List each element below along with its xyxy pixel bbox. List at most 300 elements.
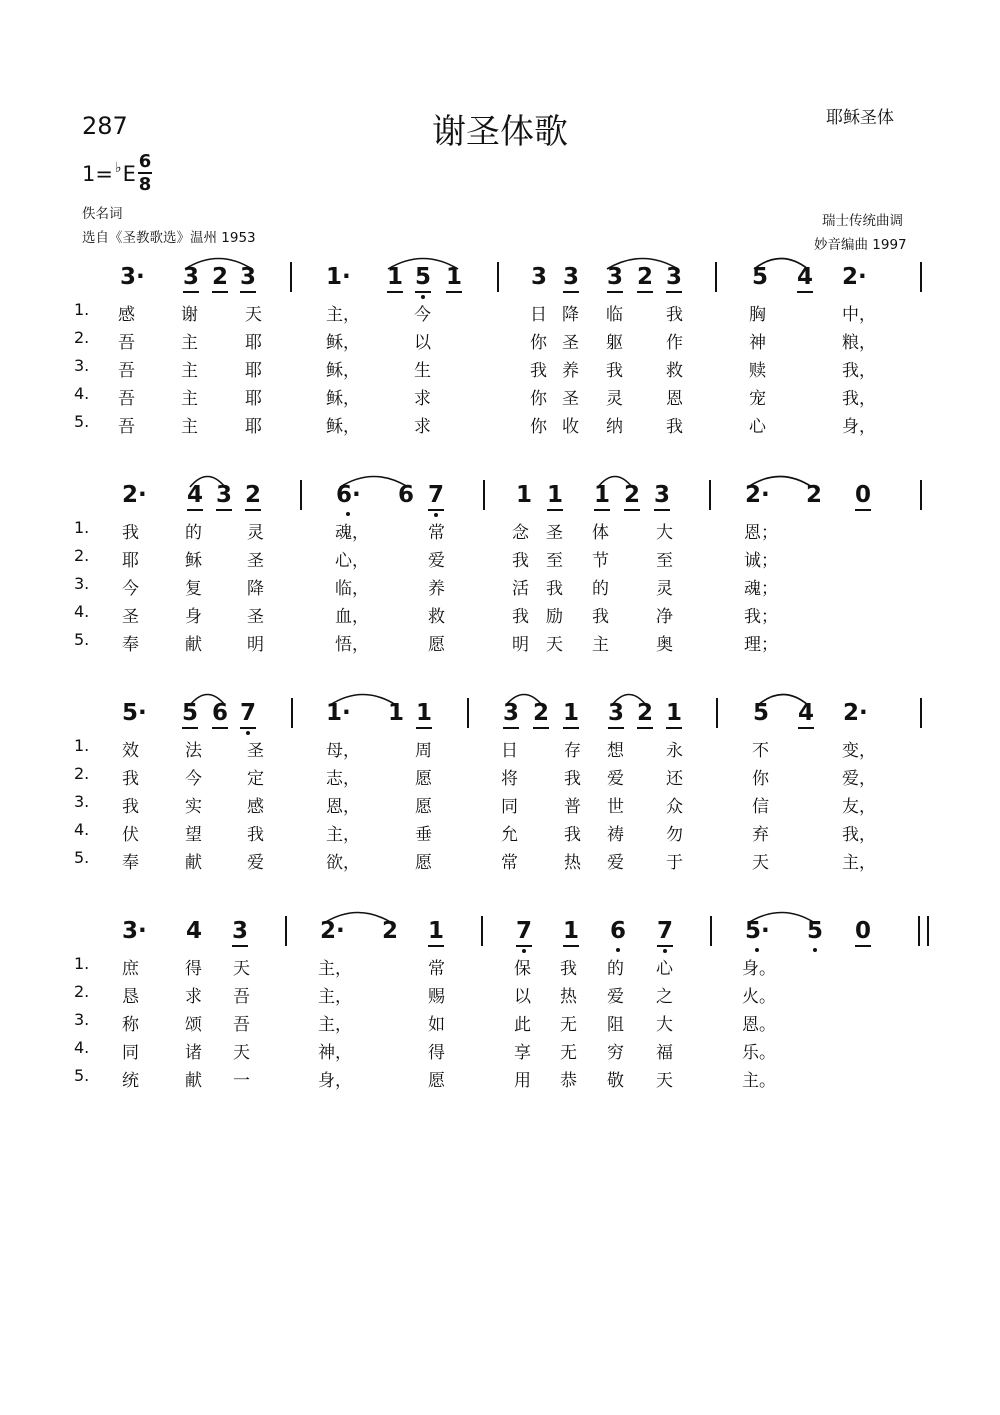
note: 3 bbox=[563, 264, 579, 293]
lyrics-verse-line bbox=[0, 630, 1000, 658]
lyric-syllable: 吾 bbox=[233, 1015, 250, 1035]
lyric-syllable: 养 bbox=[562, 361, 579, 381]
lyrics-verse-line bbox=[0, 356, 1000, 384]
lyric-syllable: 天 bbox=[233, 1043, 250, 1063]
verse-number: 4. bbox=[74, 602, 90, 621]
lyric-syllable: 的 bbox=[592, 579, 609, 599]
lyric-syllable: 天 bbox=[546, 635, 563, 655]
verse-number: 4. bbox=[74, 1038, 90, 1057]
note: 3 bbox=[608, 700, 624, 729]
verse-number: 5. bbox=[74, 630, 90, 649]
lyrics-verse-line bbox=[0, 574, 1000, 602]
lyric-syllable: 神， bbox=[318, 1043, 352, 1063]
verse-number: 3. bbox=[74, 356, 90, 375]
note: 5 bbox=[415, 264, 431, 293]
source-credit: 选自《圣教歌选》温州 1953 bbox=[82, 230, 256, 246]
note: 2· bbox=[745, 482, 770, 508]
lyric-syllable: 乐。 bbox=[742, 1043, 776, 1063]
lyric-syllable: 天 bbox=[752, 853, 769, 873]
lyric-syllable: 稣， bbox=[326, 389, 360, 409]
lyric-syllable: 我 bbox=[546, 579, 563, 599]
note: 1 bbox=[446, 264, 462, 293]
note: 1· bbox=[326, 264, 351, 290]
lyrics-verse-line bbox=[0, 412, 1000, 440]
lyric-syllable: 耶 bbox=[245, 361, 262, 381]
lyric-syllable: 理； bbox=[744, 635, 778, 655]
lyric-syllable: 节 bbox=[592, 551, 609, 571]
verse-number: 5. bbox=[74, 412, 90, 431]
slur bbox=[190, 477, 225, 488]
lyric-syllable: 求 bbox=[185, 987, 202, 1007]
lyric-syllable: 主 bbox=[181, 389, 198, 409]
lyric-syllable: 你 bbox=[752, 769, 769, 789]
lyrics-verse-line bbox=[0, 848, 1000, 876]
lyric-syllable: 体 bbox=[592, 523, 609, 543]
lyric-syllable: 爱 bbox=[607, 769, 624, 789]
lyric-syllable: 永 bbox=[666, 741, 683, 761]
verse-number: 4. bbox=[74, 384, 90, 403]
slur-layer bbox=[0, 906, 1000, 946]
slur bbox=[190, 695, 225, 706]
lyric-syllable: 主， bbox=[318, 1015, 352, 1035]
note: 2 bbox=[806, 482, 823, 508]
lyric-syllable: 以 bbox=[514, 987, 531, 1007]
lyric-syllable: 身， bbox=[318, 1071, 352, 1091]
lyric-syllable: 圣 bbox=[546, 523, 563, 543]
note: 2 bbox=[624, 482, 640, 511]
lyrics-verse-line bbox=[0, 792, 1000, 820]
verse-number: 1. bbox=[74, 736, 90, 755]
lyric-syllable: 保 bbox=[514, 959, 531, 979]
lyric-syllable: 收 bbox=[562, 417, 579, 437]
lyric-syllable: 魂； bbox=[744, 579, 778, 599]
note: 4 bbox=[797, 264, 813, 293]
lyric-syllable: 我 bbox=[530, 361, 547, 381]
time-signature-top: 6 bbox=[138, 151, 152, 172]
note: 2· bbox=[843, 700, 868, 726]
lyric-syllable: 中， bbox=[842, 305, 876, 325]
lyric-syllable: 天 bbox=[656, 1071, 673, 1091]
note: 1 bbox=[547, 482, 563, 511]
lyric-syllable: 主， bbox=[326, 305, 360, 325]
key-signature bbox=[82, 160, 136, 186]
note: 1 bbox=[563, 700, 579, 729]
slur bbox=[754, 259, 808, 270]
lyrics-verse-line bbox=[0, 602, 1000, 630]
lyric-syllable: 心 bbox=[656, 959, 673, 979]
note: 6 bbox=[398, 482, 415, 508]
lyric-syllable: 之 bbox=[656, 987, 673, 1007]
lyric-syllable: 望 bbox=[185, 825, 202, 845]
lyric-syllable: 吾 bbox=[118, 417, 135, 437]
slur bbox=[748, 913, 815, 924]
lyric-syllable: 奉 bbox=[122, 635, 139, 655]
verse-number: 2. bbox=[74, 328, 90, 347]
lyric-syllable: 主 bbox=[181, 417, 198, 437]
lyric-syllable: 天 bbox=[245, 305, 262, 325]
lyricist-credit: 佚名词 bbox=[82, 206, 123, 222]
lyric-syllable: 稣， bbox=[326, 417, 360, 437]
note: 3 bbox=[666, 264, 682, 293]
slur bbox=[612, 695, 646, 706]
lyric-syllable: 吾 bbox=[233, 987, 250, 1007]
lyric-syllable: 念 bbox=[512, 523, 529, 543]
lyrics-verse-line bbox=[0, 1010, 1000, 1038]
note: 5· bbox=[745, 918, 770, 944]
lyrics-verse-line bbox=[0, 518, 1000, 546]
note: 6 bbox=[610, 918, 627, 944]
lyric-syllable: 我 bbox=[606, 361, 623, 381]
lyrics-verse-line bbox=[0, 820, 1000, 848]
lyric-syllable: 伏 bbox=[122, 825, 139, 845]
lyric-syllable: 用 bbox=[514, 1071, 531, 1091]
lyric-syllable: 我 bbox=[666, 417, 683, 437]
lyric-syllable: 降 bbox=[247, 579, 264, 599]
key-letter: E bbox=[122, 162, 136, 186]
lyric-syllable: 如 bbox=[428, 1015, 445, 1035]
lyric-syllable: 今 bbox=[414, 305, 431, 325]
tune-origin-credit: 瑞士传统曲调 bbox=[822, 213, 903, 229]
lyrics-verse-line bbox=[0, 954, 1000, 982]
key-prefix: 1= bbox=[82, 162, 113, 186]
note: 6· bbox=[336, 482, 361, 508]
verse-number: 2. bbox=[74, 546, 90, 565]
note: 2· bbox=[842, 264, 867, 290]
lyric-syllable: 祷 bbox=[607, 825, 624, 845]
lyric-syllable: 日 bbox=[501, 741, 518, 761]
lyric-syllable: 以 bbox=[414, 333, 431, 353]
verse-number: 1. bbox=[74, 518, 90, 537]
lyric-syllable: 得 bbox=[428, 1043, 445, 1063]
lyric-syllable: 母， bbox=[326, 741, 360, 761]
lyric-syllable: 稣， bbox=[326, 333, 360, 353]
lyric-syllable: 灵 bbox=[606, 389, 623, 409]
note: 2· bbox=[122, 482, 147, 508]
verse-number: 5. bbox=[74, 1066, 90, 1085]
note: 3· bbox=[122, 918, 147, 944]
lyric-syllable: 爱 bbox=[247, 853, 264, 873]
lyric-syllable: 同 bbox=[122, 1043, 139, 1063]
lyric-syllable: 奉 bbox=[122, 853, 139, 873]
lyric-syllable: 世 bbox=[607, 797, 624, 817]
slur bbox=[506, 695, 542, 706]
lyrics-verse-line bbox=[0, 1038, 1000, 1066]
flat-sign: ♭ bbox=[114, 160, 122, 176]
lyric-syllable: 信 bbox=[752, 797, 769, 817]
lyric-syllable: 大 bbox=[656, 523, 673, 543]
lyric-syllable: 恩； bbox=[744, 523, 778, 543]
lyric-syllable: 天 bbox=[233, 959, 250, 979]
verse-number: 3. bbox=[74, 574, 90, 593]
lyric-syllable: 血， bbox=[335, 607, 369, 627]
lyric-syllable: 颂 bbox=[185, 1015, 202, 1035]
verse-number: 4. bbox=[74, 820, 90, 839]
lyric-syllable: 变， bbox=[842, 741, 876, 761]
lyric-syllable: 今 bbox=[122, 579, 139, 599]
lyric-syllable: 敬 bbox=[607, 1071, 624, 1091]
note: 5 bbox=[753, 700, 770, 726]
verse-number: 2. bbox=[74, 982, 90, 1001]
arranger-credit: 妙音编曲 1997 bbox=[814, 237, 907, 253]
lyric-syllable: 阻 bbox=[607, 1015, 624, 1035]
lyric-syllable: 我 bbox=[564, 825, 581, 845]
lyric-syllable: 弃 bbox=[752, 825, 769, 845]
lyric-syllable: 日 bbox=[530, 305, 547, 325]
lyric-syllable: 主。 bbox=[742, 1071, 776, 1091]
lyric-syllable: 普 bbox=[564, 797, 581, 817]
note: 1 bbox=[594, 482, 610, 511]
lyric-syllable: 诸 bbox=[185, 1043, 202, 1063]
slur bbox=[340, 477, 408, 488]
lyric-syllable: 我 bbox=[122, 797, 139, 817]
lyric-syllable: 此 bbox=[514, 1015, 531, 1035]
lyric-syllable: 吾 bbox=[118, 333, 135, 353]
note: 3 bbox=[503, 700, 519, 729]
lyric-syllable: 纳 bbox=[606, 417, 623, 437]
note: 3 bbox=[531, 264, 548, 290]
note: 0 bbox=[855, 918, 871, 947]
lyric-syllable: 心， bbox=[335, 551, 369, 571]
lyric-syllable: 吾 bbox=[118, 361, 135, 381]
lyric-syllable: 不 bbox=[752, 741, 769, 761]
note: 1 bbox=[388, 700, 405, 726]
slur bbox=[598, 477, 632, 488]
lyrics-verse-line bbox=[0, 384, 1000, 412]
lyric-syllable: 养 bbox=[428, 579, 445, 599]
lyric-syllable: 垂 bbox=[415, 825, 432, 845]
lyric-syllable: 常 bbox=[501, 853, 518, 873]
note: 1 bbox=[387, 264, 403, 293]
lyric-syllable: 想 bbox=[607, 741, 624, 761]
lyric-syllable: 爱 bbox=[428, 551, 445, 571]
lyric-syllable: 感 bbox=[247, 797, 264, 817]
lyric-syllable: 圣 bbox=[562, 333, 579, 353]
slur bbox=[748, 477, 812, 488]
lyric-syllable: 临 bbox=[606, 305, 623, 325]
lyric-syllable: 今 bbox=[185, 769, 202, 789]
verse-number: 1. bbox=[74, 954, 90, 973]
lyric-syllable: 爱 bbox=[607, 853, 624, 873]
lyric-syllable: 愿 bbox=[415, 769, 432, 789]
slur bbox=[330, 695, 396, 706]
lyrics-verse-line bbox=[0, 764, 1000, 792]
lyric-syllable: 爱 bbox=[607, 987, 624, 1007]
lyric-syllable: 赐 bbox=[428, 987, 445, 1007]
note: 6 bbox=[212, 700, 228, 729]
note: 2 bbox=[382, 918, 399, 944]
lyric-syllable: 将 bbox=[501, 769, 518, 789]
lyric-syllable: 恩， bbox=[326, 797, 360, 817]
lyric-syllable: 存 bbox=[564, 741, 581, 761]
lyrics-verse-line bbox=[0, 736, 1000, 764]
lyric-syllable: 我； bbox=[744, 607, 778, 627]
lyric-syllable: 我 bbox=[247, 825, 264, 845]
lyric-syllable: 恭 bbox=[560, 1071, 577, 1091]
lyric-syllable: 允 bbox=[501, 825, 518, 845]
note: 3 bbox=[232, 918, 248, 947]
lyric-syllable: 定 bbox=[247, 769, 264, 789]
lyric-syllable: 粮， bbox=[842, 333, 876, 353]
note: 1 bbox=[416, 700, 432, 729]
lyric-syllable: 恩 bbox=[666, 389, 683, 409]
note: 3 bbox=[240, 264, 256, 293]
lyric-syllable: 身。 bbox=[742, 959, 776, 979]
lyric-syllable: 临， bbox=[335, 579, 369, 599]
lyric-syllable: 你 bbox=[530, 389, 547, 409]
lyric-syllable: 活 bbox=[512, 579, 529, 599]
lyric-syllable: 效 bbox=[122, 741, 139, 761]
lyric-syllable: 谢 bbox=[181, 305, 198, 325]
lyric-syllable: 一 bbox=[233, 1071, 250, 1091]
slur-layer bbox=[0, 688, 1000, 728]
note: 5 bbox=[752, 264, 769, 290]
note: 7 bbox=[428, 482, 444, 511]
lyrics-verse-line bbox=[0, 982, 1000, 1010]
lyric-syllable: 穷 bbox=[607, 1043, 624, 1063]
lyric-syllable: 稣 bbox=[185, 551, 202, 571]
lyric-syllable: 复 bbox=[185, 579, 202, 599]
note: 2· bbox=[320, 918, 345, 944]
lyric-syllable: 恳 bbox=[122, 987, 139, 1007]
lyric-syllable: 主， bbox=[842, 853, 876, 873]
lyric-syllable: 圣 bbox=[122, 607, 139, 627]
lyric-syllable: 爱， bbox=[842, 769, 876, 789]
lyric-syllable: 励 bbox=[546, 607, 563, 627]
lyric-syllable: 身 bbox=[185, 607, 202, 627]
lyric-syllable: 愿 bbox=[428, 1071, 445, 1091]
lyric-syllable: 无 bbox=[560, 1043, 577, 1063]
note: 0 bbox=[855, 482, 871, 511]
note: 5· bbox=[122, 700, 147, 726]
verse-number: 5. bbox=[74, 848, 90, 867]
verse-number: 3. bbox=[74, 792, 90, 811]
lyric-syllable: 吾 bbox=[118, 389, 135, 409]
note: 3· bbox=[120, 264, 145, 290]
lyric-syllable: 诚； bbox=[744, 551, 778, 571]
note: 1 bbox=[563, 918, 579, 947]
note: 2 bbox=[212, 264, 228, 293]
lyric-syllable: 享 bbox=[514, 1043, 531, 1063]
lyric-syllable: 我 bbox=[666, 305, 683, 325]
lyric-syllable: 至 bbox=[546, 551, 563, 571]
lyric-syllable: 的 bbox=[607, 959, 624, 979]
note: 1 bbox=[666, 700, 682, 729]
note: 3 bbox=[216, 482, 232, 511]
slur bbox=[324, 913, 392, 924]
lyric-syllable: 我 bbox=[122, 523, 139, 543]
note: 4 bbox=[186, 918, 203, 944]
lyric-syllable: 心 bbox=[749, 417, 766, 437]
lyric-syllable: 大 bbox=[656, 1015, 673, 1035]
lyrics-verse-line bbox=[0, 1066, 1000, 1094]
time-signature-bottom: 8 bbox=[138, 174, 152, 195]
lyric-syllable: 我 bbox=[592, 607, 609, 627]
lyric-syllable: 我， bbox=[842, 389, 876, 409]
lyric-syllable: 欲， bbox=[326, 853, 360, 873]
lyric-syllable: 主 bbox=[181, 361, 198, 381]
lyric-syllable: 得 bbox=[185, 959, 202, 979]
lyrics-verse-line bbox=[0, 546, 1000, 574]
lyric-syllable: 稣， bbox=[326, 361, 360, 381]
lyric-syllable: 耶 bbox=[245, 389, 262, 409]
lyric-syllable: 躯 bbox=[606, 333, 623, 353]
lyric-syllable: 奥 bbox=[656, 635, 673, 655]
lyric-syllable: 主 bbox=[592, 635, 609, 655]
lyric-syllable: 灵 bbox=[656, 579, 673, 599]
lyric-syllable: 宠 bbox=[749, 389, 766, 409]
lyric-syllable: 耶 bbox=[245, 333, 262, 353]
lyric-syllable: 我， bbox=[842, 825, 876, 845]
lyric-syllable: 明 bbox=[512, 635, 529, 655]
lyric-syllable: 求 bbox=[414, 389, 431, 409]
lyric-syllable: 你 bbox=[530, 417, 547, 437]
lyric-syllable: 的 bbox=[185, 523, 202, 543]
verse-number: 3. bbox=[74, 1010, 90, 1029]
lyric-syllable: 降 bbox=[562, 305, 579, 325]
lyric-syllable: 同 bbox=[501, 797, 518, 817]
lyrics-verse-line bbox=[0, 300, 1000, 328]
lyric-syllable: 感 bbox=[118, 305, 135, 325]
note: 7 bbox=[657, 918, 673, 947]
note: 4 bbox=[798, 700, 814, 729]
lyric-syllable: 赎 bbox=[749, 361, 766, 381]
lyric-syllable: 身， bbox=[842, 417, 876, 437]
lyric-syllable: 恩。 bbox=[742, 1015, 776, 1035]
lyric-syllable: 我 bbox=[564, 769, 581, 789]
lyric-syllable: 献 bbox=[185, 853, 202, 873]
lyric-syllable: 火。 bbox=[742, 987, 776, 1007]
lyric-syllable: 献 bbox=[185, 635, 202, 655]
lyric-syllable: 称 bbox=[122, 1015, 139, 1035]
note: 7 bbox=[240, 700, 256, 729]
note: 3 bbox=[183, 264, 199, 293]
lyric-syllable: 愿 bbox=[415, 853, 432, 873]
lyric-syllable: 实 bbox=[185, 797, 202, 817]
lyric-syllable: 我 bbox=[512, 607, 529, 627]
slur bbox=[388, 259, 458, 270]
lyric-syllable: 救 bbox=[666, 361, 683, 381]
lyric-syllable: 常 bbox=[428, 523, 445, 543]
lyric-syllable: 魂， bbox=[335, 523, 369, 543]
lyric-syllable: 志， bbox=[326, 769, 360, 789]
note: 2 bbox=[533, 700, 549, 729]
lyric-syllable: 热 bbox=[564, 853, 581, 873]
note: 2 bbox=[245, 482, 261, 511]
lyric-syllable: 净 bbox=[656, 607, 673, 627]
note: 1· bbox=[326, 700, 351, 726]
note: 7 bbox=[516, 918, 532, 947]
lyric-syllable: 圣 bbox=[247, 741, 264, 761]
lyric-syllable: 我 bbox=[512, 551, 529, 571]
lyric-syllable: 庶 bbox=[122, 959, 139, 979]
verse-number: 2. bbox=[74, 764, 90, 783]
lyric-syllable: 耶 bbox=[245, 417, 262, 437]
lyric-syllable: 无 bbox=[560, 1015, 577, 1035]
lyric-syllable: 主， bbox=[318, 987, 352, 1007]
lyric-syllable: 勿 bbox=[666, 825, 683, 845]
lyric-syllable: 我， bbox=[842, 361, 876, 381]
note: 1 bbox=[516, 482, 533, 508]
lyric-syllable: 众 bbox=[666, 797, 683, 817]
lyric-syllable: 圣 bbox=[247, 607, 264, 627]
lyric-syllable: 愿 bbox=[428, 635, 445, 655]
lyric-syllable: 救 bbox=[428, 607, 445, 627]
lyric-syllable: 福 bbox=[656, 1043, 673, 1063]
note: 2 bbox=[637, 264, 653, 293]
lyric-syllable: 胸 bbox=[749, 305, 766, 325]
lyrics-verse-line bbox=[0, 328, 1000, 356]
lyric-syllable: 于 bbox=[666, 853, 683, 873]
